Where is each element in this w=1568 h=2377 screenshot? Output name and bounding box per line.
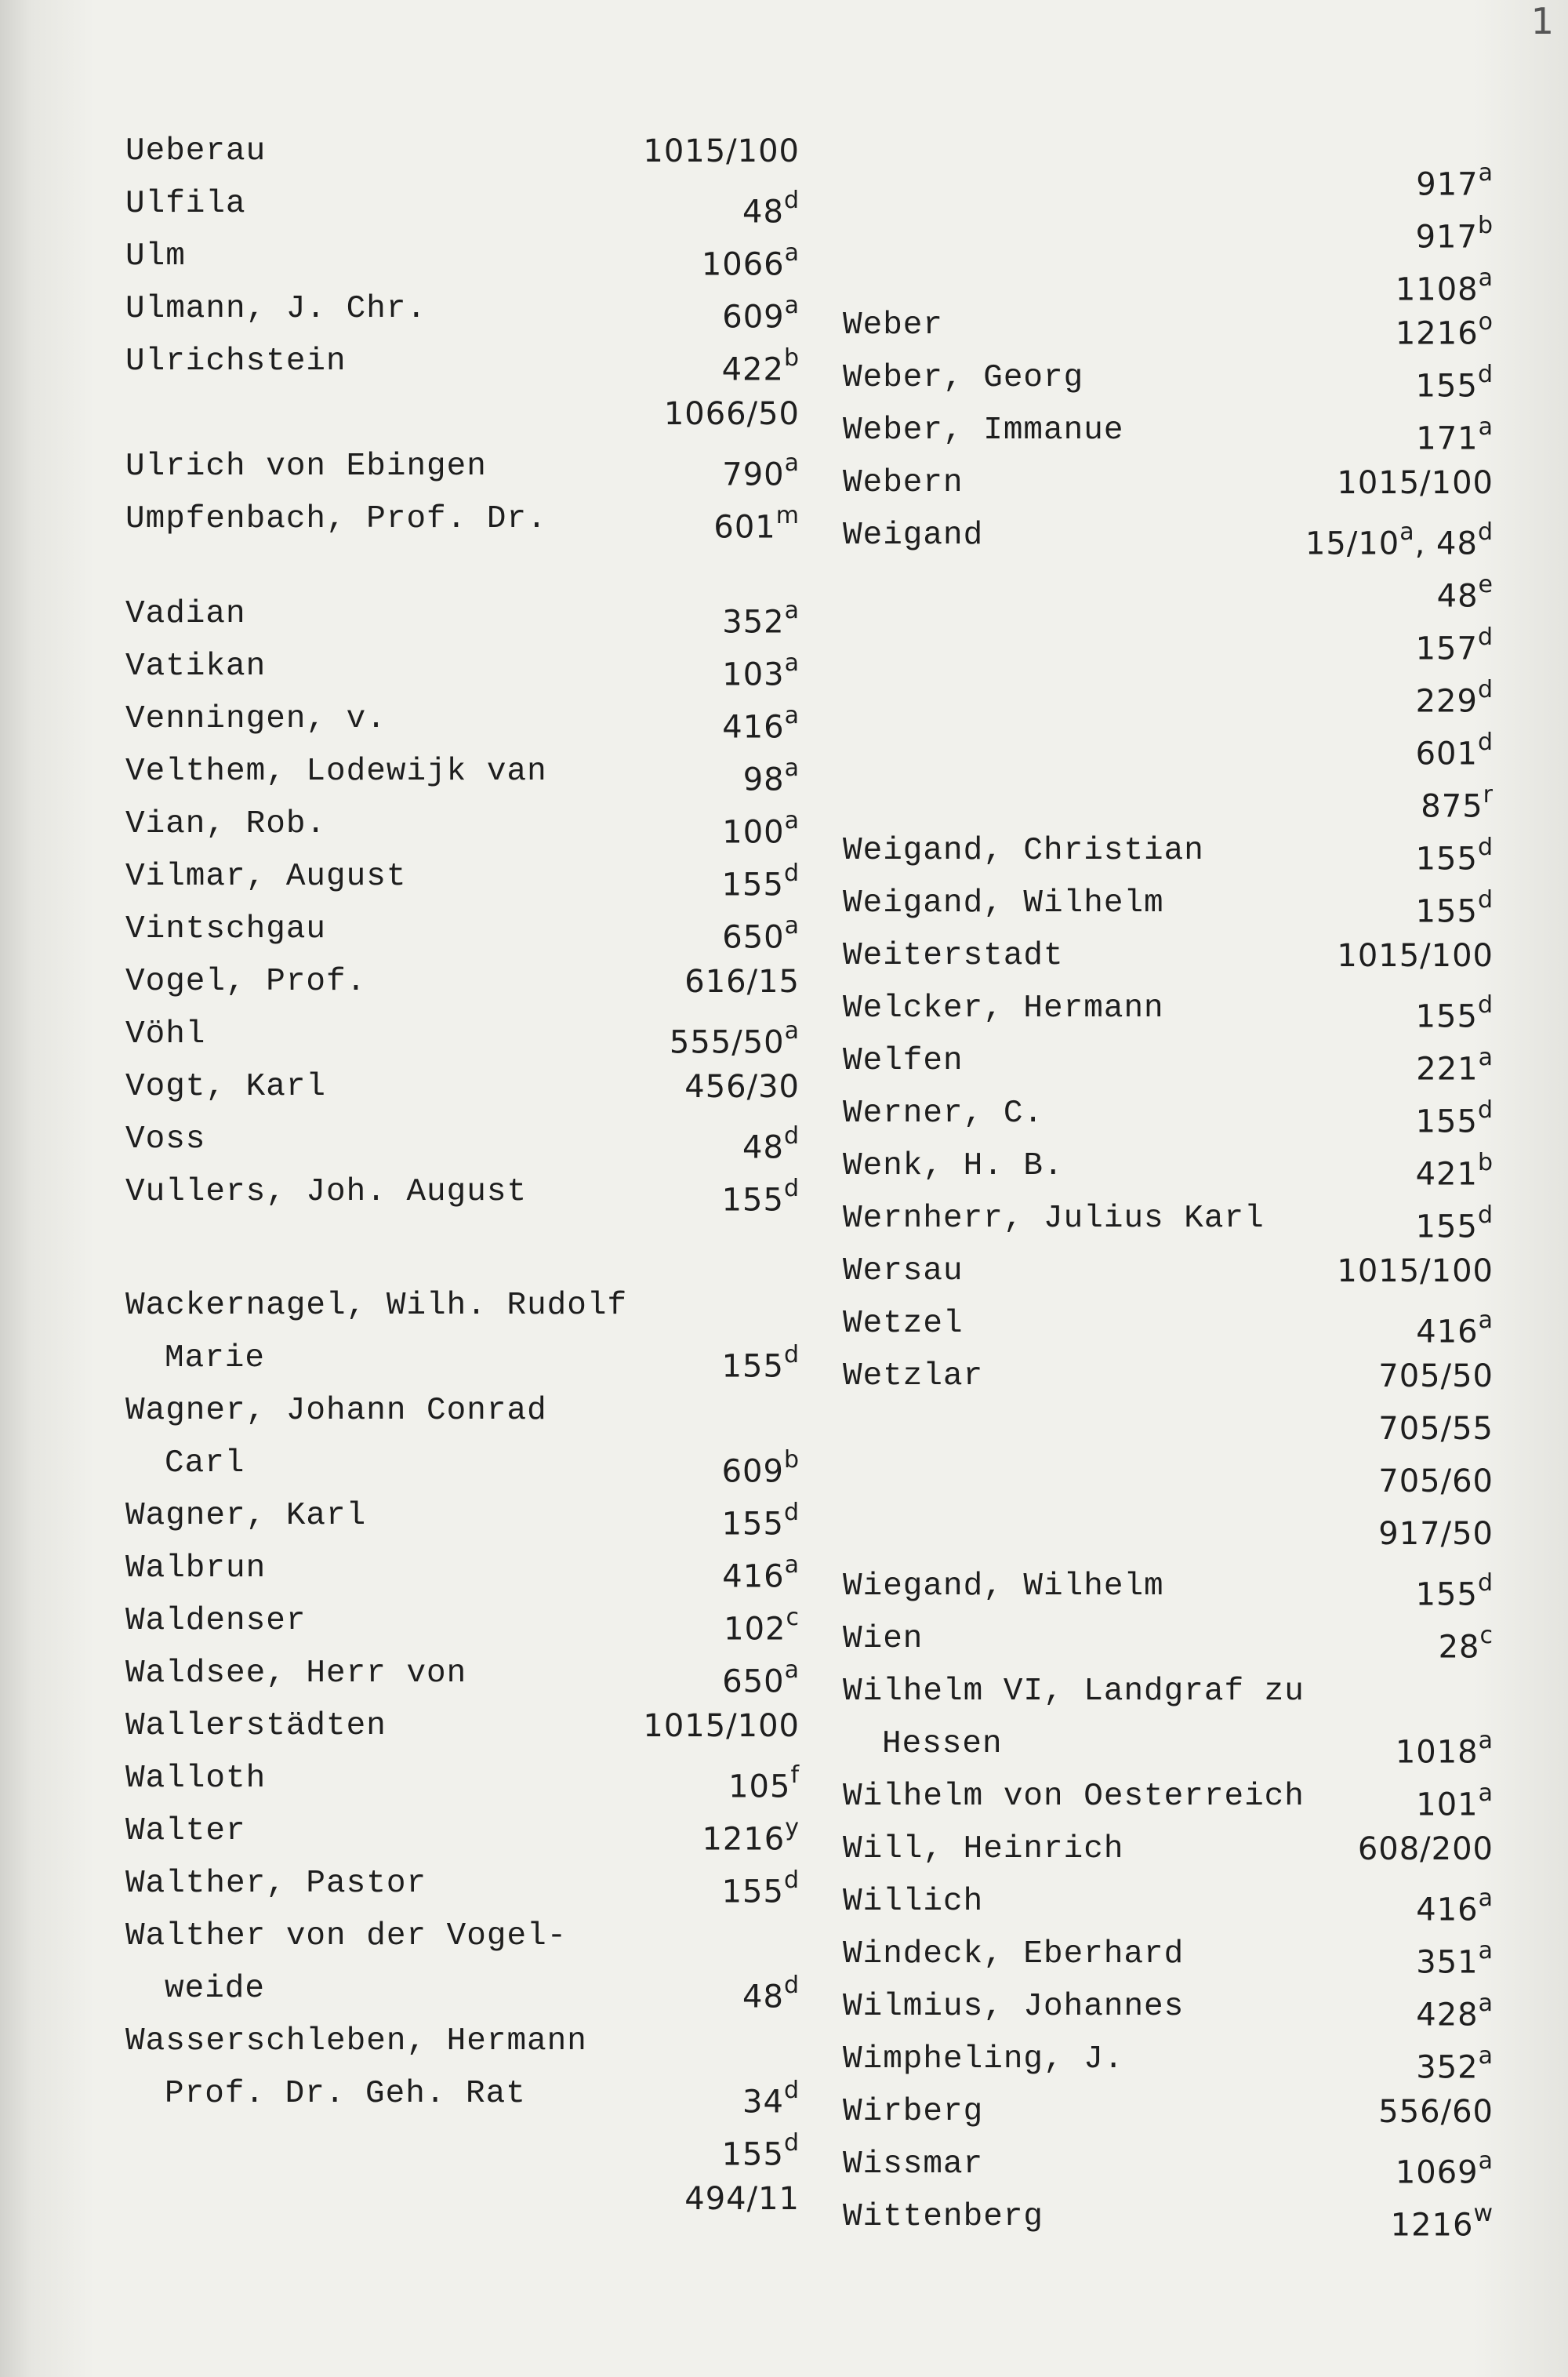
entry-name: Wernherr, Julius Karl <box>843 1201 1265 1237</box>
index-entry-waldenser <box>125 1595 800 1647</box>
index-entry-voss <box>125 1114 800 1165</box>
entry-name: Vintschgau <box>125 911 327 947</box>
entry-name: Wimpheling, J. <box>843 2041 1124 2077</box>
entry-reference: 416$^a$ <box>1416 1885 1494 1928</box>
entry-reference: 102$^c$ <box>724 1604 800 1648</box>
entry-name: Weigand <box>843 518 984 554</box>
entry-reference: 155$^d$ <box>721 1341 800 1385</box>
entry-reference: 48$^d$ <box>742 1122 800 1166</box>
index-entry-windeck-eberhard <box>843 1928 1494 1980</box>
index-entry-wersau <box>843 1245 1494 1297</box>
entry-name: Velthem, Lodewijk van <box>125 754 547 790</box>
index-entry-weigand <box>843 510 1494 562</box>
entry-reference: 1108$^a$ <box>1395 264 1494 308</box>
index-entry-wenk-h-b <box>843 1140 1494 1192</box>
index-entry-walter <box>125 1805 800 1857</box>
entry-reference: 157$^d$ <box>1415 623 1494 667</box>
entry-reference: 416$^a$ <box>1416 1307 1494 1350</box>
entry-reference: 705/60 <box>1378 1463 1494 1499</box>
entry-reference: 1066/50 <box>663 396 800 432</box>
entry-reference: 428$^a$ <box>1416 1990 1494 2034</box>
index-entry-umpfenbach-prof-dr <box>125 493 800 545</box>
reference-superscript: a <box>784 702 800 729</box>
reference-superscript: d <box>1477 1096 1494 1124</box>
entry-name: Voss <box>125 1121 206 1158</box>
index-entry-voehl <box>125 1009 800 1060</box>
index-entry-continuation <box>125 2121 800 2172</box>
reference-superscript: a <box>1478 1990 1494 2017</box>
reference-superscript: y <box>785 1814 800 1841</box>
entry-reference: 416$^a$ <box>722 1551 800 1595</box>
entry-reference: 155$^d$ <box>721 1499 800 1543</box>
index-entry-wagner-johann-conrad <box>125 1385 800 1437</box>
reference-superscript: d <box>1477 886 1494 914</box>
reference-superscript: a <box>784 239 800 267</box>
entry-reference: 155$^d$ <box>1415 1569 1494 1613</box>
index-entry-wilhelm-vi-landgraf-zu <box>843 1666 1494 1717</box>
index-entry-ulm <box>125 231 800 282</box>
index-entry-wasserschleben-hermann <box>125 2015 800 2067</box>
index-entry-vatikan <box>125 641 800 692</box>
index-entry-ueberau <box>125 125 800 177</box>
entry-name: Vogt, Karl <box>125 1069 327 1105</box>
entry-name: Carl <box>165 1445 245 1481</box>
index-entry-wagner-karl <box>125 1490 800 1542</box>
index-entry-vogel-prof <box>125 956 800 1008</box>
reference-superscript: a <box>784 807 800 834</box>
entry-name: Wersau <box>843 1253 964 1289</box>
entry-reference: 790$^a$ <box>722 449 800 493</box>
entry-name: Walther, Pastor <box>125 1866 427 1902</box>
reference-superscript: d <box>1477 361 1494 388</box>
reference-superscript: d <box>1477 729 1494 756</box>
index-entry-continuation <box>843 720 1494 772</box>
entry-reference: 103$^a$ <box>722 649 800 693</box>
entry-name: Ulfila <box>125 186 246 222</box>
entry-reference: 155$^d$ <box>1415 834 1494 878</box>
entry-reference: 1216$^o$ <box>1395 308 1494 352</box>
index-entry-continuation <box>843 203 1494 255</box>
reference-superscript: a <box>1478 413 1494 441</box>
entry-name: Ulm <box>125 238 186 274</box>
index-entry-willich <box>843 1876 1494 1928</box>
index-entry-velthem-lodewijk-van <box>125 746 800 798</box>
entry-reference: 917/50 <box>1378 1516 1494 1552</box>
entry-name: Wackernagel, Wilh. Rudolf <box>125 1288 628 1324</box>
index-entry-continuation <box>125 388 800 440</box>
reference-superscript: a <box>784 597 800 624</box>
reference-superscript: a <box>1478 264 1494 292</box>
entry-reference: 155$^d$ <box>1415 886 1494 930</box>
entry-name: Ulrich von Ebingen <box>125 449 487 485</box>
reference-superscript: d <box>1477 623 1494 651</box>
entry-reference: 351$^a$ <box>1416 1937 1494 1981</box>
index-entry-waldsee-herr-von <box>125 1648 800 1699</box>
entry-reference: 601$^d$ <box>1415 729 1494 772</box>
reference-superscript: a <box>784 1551 800 1579</box>
index-entry-walther-pastor <box>125 1858 800 1910</box>
entry-name: Wilhelm VI, Landgraf zu <box>843 1674 1305 1710</box>
entry-name: Prof. Dr. Geh. Rat <box>165 2076 526 2112</box>
index-entry-wackernagel-wilh-rudolf <box>125 1280 800 1332</box>
entry-reference: 155$^d$ <box>1415 361 1494 405</box>
entry-name: Wittenberg <box>843 2199 1044 2235</box>
index-entry-continuation <box>843 1403 1494 1455</box>
entry-name: Wiegand, Wilhelm <box>843 1568 1164 1605</box>
reference-superscript: d <box>783 1866 800 1894</box>
entry-reference: 48e <box>1436 571 1494 615</box>
index-entry-wilhelm-von-oesterreich <box>843 1771 1494 1823</box>
entry-reference: 416$^a$ <box>722 702 800 746</box>
entry-name: Waldsee, Herr von <box>125 1656 467 1692</box>
index-entry-welcker-hermann <box>843 983 1494 1034</box>
entry-reference: 34$^d$ <box>742 2077 800 2121</box>
entry-reference: 48$^d$ <box>742 187 800 231</box>
reference-superscript: a <box>784 912 800 940</box>
entry-reference: 917$^a$ <box>1416 159 1494 203</box>
entry-reference: 650$^a$ <box>722 1656 800 1700</box>
entry-name: Weber, Immanue <box>843 413 1124 449</box>
index-entry-wilmius-johannes <box>843 1981 1494 2033</box>
reference-superscript: a <box>1478 159 1494 187</box>
index-entry-continuation <box>125 2173 800 2225</box>
index-entry-continuation <box>843 1508 1494 1560</box>
reference-superscript: a <box>1478 1937 1494 1964</box>
reference-superscript: b <box>1477 212 1494 239</box>
index-entry-webern <box>843 457 1494 509</box>
entry-reference: 609$^a$ <box>722 292 800 336</box>
entry-reference: 650$^a$ <box>722 912 800 956</box>
entry-name: Ueberau <box>125 133 267 169</box>
entry-reference: 171$^a$ <box>1416 413 1494 457</box>
index-entry-prof-dr-geh-rat <box>125 2068 800 2120</box>
entry-name: Wetzlar <box>843 1358 984 1394</box>
entry-name: Wallerstädten <box>125 1708 387 1744</box>
index-entry-continuation <box>843 615 1494 667</box>
index-entry-vintschgau <box>125 903 800 955</box>
entry-name: Wien <box>843 1621 924 1657</box>
index-entry-weiterstadt <box>843 930 1494 982</box>
entry-name: Webern <box>843 465 964 501</box>
entry-reference: 105$^f$ <box>728 1761 800 1805</box>
reference-superscript: r <box>1483 781 1494 809</box>
index-entry-will-heinrich <box>843 1823 1494 1875</box>
reference-superscript: e <box>1478 571 1494 598</box>
entry-name: Hessen <box>882 1726 1003 1762</box>
index-entry-weigand-christian <box>843 825 1494 877</box>
reference-superscript: a <box>784 1656 800 1684</box>
reference-superscript: o <box>1478 308 1494 336</box>
entry-reference: 1216$^w$ <box>1390 2200 1494 2244</box>
reference-superscript: d <box>783 2129 800 2157</box>
entry-reference: 1018$^a$ <box>1395 1727 1494 1771</box>
entry-reference: 155$^d$ <box>721 2129 800 2173</box>
entry-name: Marie <box>165 1340 266 1376</box>
index-entry-weber <box>843 300 1494 351</box>
entry-reference: 221$^a$ <box>1416 1044 1494 1088</box>
entry-reference: 155$^d$ <box>1415 1201 1494 1245</box>
index-entry-marie <box>125 1332 800 1384</box>
reference-superscript: a <box>784 1017 800 1045</box>
entry-reference: 155$^d$ <box>721 1175 800 1219</box>
entry-reference: 101$^a$ <box>1416 1779 1494 1823</box>
entry-name: Vöhl <box>125 1016 206 1052</box>
index-entry-carl <box>125 1437 800 1489</box>
entry-name: Umpfenbach, Prof. Dr. <box>125 501 547 537</box>
entry-reference: 556/60 <box>1378 2094 1494 2130</box>
reference-superscript: b <box>783 344 800 372</box>
entry-name: Wirberg <box>843 2094 984 2130</box>
reference-superscript: c <box>786 1604 800 1631</box>
entry-reference: 1216$^y$ <box>702 1814 800 1858</box>
reference-superscript: m <box>775 502 800 529</box>
entry-reference: 456/30 <box>684 1069 800 1105</box>
entry-reference: 705/55 <box>1378 1411 1494 1447</box>
entry-name: Vullers, Joh. August <box>125 1174 528 1210</box>
index-entry-wirberg <box>843 2086 1494 2138</box>
index-entry-vullers-joh-august <box>125 1166 800 1218</box>
entry-name: Weigand, Christian <box>843 833 1204 869</box>
reference-superscript: a <box>784 292 800 319</box>
entry-reference: 1015/100 <box>1337 1253 1494 1289</box>
entry-name: Waldenser <box>125 1603 307 1639</box>
entry-name: Wetzel <box>843 1306 964 1342</box>
reference-superscript: d <box>783 860 800 887</box>
reference-superscript: d <box>1477 1569 1494 1597</box>
reference-superscript: d <box>783 1972 800 1999</box>
entry-reference: 1066$^a$ <box>701 239 800 283</box>
entry-name: Wilhelm von Oesterreich <box>843 1779 1305 1815</box>
reference-superscript: a <box>1399 518 1415 546</box>
reference-superscript: d <box>783 2077 800 2104</box>
reference-superscript: a <box>784 754 800 782</box>
entry-name: Vian, Rob. <box>125 806 327 842</box>
entry-name: Wissmar <box>843 2146 984 2183</box>
reference-superscript: a <box>1478 1307 1494 1334</box>
index-entry-werner-c <box>843 1088 1494 1139</box>
entry-name: Wasserschleben, Hermann <box>125 2023 587 2059</box>
index-entry-walther-von-der-vogel <box>125 1910 800 1962</box>
index-entry-walloth <box>125 1753 800 1805</box>
reference-superscript: w <box>1473 2200 1494 2227</box>
index-entry-weber-georg <box>843 352 1494 404</box>
index-entry-wetzlar <box>843 1350 1494 1402</box>
index-entry-ulrich-von-ebingen <box>125 441 800 492</box>
entry-name: Windeck, Eberhard <box>843 1936 1185 1972</box>
entry-reference: 1015/100 <box>643 1708 800 1744</box>
reference-superscript: d <box>1477 676 1494 703</box>
entry-name: Walloth <box>125 1761 267 1797</box>
entry-name: Walter <box>125 1813 246 1849</box>
entry-reference: 352$^a$ <box>1416 2042 1494 2086</box>
entry-reference: 608/200 <box>1357 1831 1494 1867</box>
index-entry-ulmann-j-chr <box>125 283 800 335</box>
index-entry-wimpheling-j <box>843 2034 1494 2085</box>
entry-reference: 616/15 <box>684 964 800 1000</box>
reference-superscript: b <box>1477 1149 1494 1176</box>
entry-name: Weber <box>843 307 944 343</box>
index-entry-vilmar-august <box>125 851 800 903</box>
reference-superscript: d <box>1477 518 1494 546</box>
index-entry-wissmar <box>843 2139 1494 2190</box>
index-entry-continuation <box>843 151 1494 202</box>
reference-superscript: d <box>1477 1201 1494 1229</box>
reference-superscript: a <box>1478 1885 1494 1912</box>
entry-name: Wilmius, Johannes <box>843 1989 1185 2025</box>
entry-reference: 705/50 <box>1378 1358 1494 1394</box>
index-entry-venningen-v <box>125 693 800 745</box>
reference-superscript: a <box>1478 2147 1494 2175</box>
index-entry-vian-rob <box>125 798 800 850</box>
entry-reference: 155$^d$ <box>1415 991 1494 1035</box>
reference-superscript: a <box>1478 1727 1494 1754</box>
reference-superscript: c <box>1479 1622 1494 1649</box>
reference-superscript: d <box>783 1341 800 1368</box>
entry-name: Welfen <box>843 1043 964 1079</box>
reference-superscript: d <box>783 1175 800 1202</box>
index-entry-wallerstaedten <box>125 1700 800 1752</box>
entry-reference: 1015/100 <box>1337 465 1494 501</box>
index-entry-continuation <box>843 772 1494 824</box>
entry-name: Weigand, Wilhelm <box>843 885 1164 921</box>
entry-name: Walbrun <box>125 1550 267 1586</box>
index-entry-weide <box>125 1963 800 2015</box>
entry-name: Walther von der Vogel- <box>125 1918 568 1954</box>
entry-name: Vadian <box>125 596 246 632</box>
entry-name: Werner, C. <box>843 1096 1044 1132</box>
entry-reference: 494/11 <box>684 2181 800 2217</box>
entry-reference: 421$^b$ <box>1415 1149 1494 1193</box>
index-entry-continuation <box>843 562 1494 614</box>
entry-reference: 609$^b$ <box>721 1446 800 1490</box>
entry-reference: 422$^b$ <box>721 344 800 388</box>
entry-name: Wagner, Johann Conrad <box>125 1393 547 1429</box>
index-entry-wittenberg <box>843 2191 1494 2243</box>
page-corner-mark: 1 <box>1530 0 1554 42</box>
index-entry-hessen <box>843 1718 1494 1770</box>
entry-name: Venningen, v. <box>125 701 387 737</box>
index-entry-ulfila <box>125 178 800 230</box>
index-entry-vogt-karl <box>125 1061 800 1113</box>
entry-reference: 100$^a$ <box>722 807 800 851</box>
entry-reference: 155$^d$ <box>1415 1096 1494 1140</box>
reference-superscript: d <box>783 1122 800 1150</box>
entry-reference: 155$^d$ <box>721 1866 800 1910</box>
index-entry-continuation <box>843 667 1494 719</box>
index-entry-wien <box>843 1613 1494 1665</box>
index-entry-wernherr-julius-karl <box>843 1193 1494 1245</box>
reference-superscript: d <box>783 187 800 214</box>
entry-reference: 1069$^a$ <box>1395 2147 1494 2191</box>
index-entry-weigand-wilhelm <box>843 878 1494 929</box>
entry-reference: 875$^r$ <box>1421 781 1494 825</box>
entry-reference: 98$^a$ <box>742 754 800 798</box>
entry-reference: 1015/100 <box>1337 938 1494 974</box>
entry-reference: 28$^c$ <box>1438 1622 1494 1666</box>
index-entry-weber-immanue <box>843 405 1494 456</box>
entry-name: weide <box>165 1971 266 2007</box>
entry-reference: 229$^d$ <box>1415 676 1494 720</box>
entry-name: Wenk, H. B. <box>843 1148 1064 1184</box>
entry-reference: 15/10$^a$, 48$^d$ <box>1305 518 1494 562</box>
entry-name: Willich <box>843 1884 984 1920</box>
index-entry-wetzel <box>843 1298 1494 1350</box>
entry-name: Ulrichstein <box>125 343 347 380</box>
entry-reference: 555/50$^a$ <box>669 1017 800 1061</box>
index-entry-wiegand-wilhelm <box>843 1561 1494 1612</box>
entry-name: Vilmar, August <box>125 859 407 895</box>
reference-superscript: a <box>784 449 800 477</box>
entry-name: Vogel, Prof. <box>125 964 367 1000</box>
index-entry-ulrichstein <box>125 336 800 387</box>
entry-name: Wagner, Karl <box>125 1498 367 1534</box>
entry-name: Ulmann, J. Chr. <box>125 291 427 327</box>
index-entry-walbrun <box>125 1543 800 1594</box>
reference-superscript: d <box>783 1499 800 1526</box>
entry-reference: 1015/100 <box>643 133 800 169</box>
entry-reference: 48$^d$ <box>742 1972 800 2015</box>
reference-superscript: b <box>783 1446 800 1474</box>
reference-superscript: d <box>1477 834 1494 861</box>
entry-reference: 155$^d$ <box>721 860 800 903</box>
entry-name: Weiterstadt <box>843 938 1064 974</box>
reference-superscript: a <box>1478 1779 1494 1807</box>
reference-superscript: a <box>1478 2042 1494 2070</box>
entry-name: Vatikan <box>125 649 267 685</box>
entry-name: Will, Heinrich <box>843 1831 1124 1867</box>
entry-name: Welcker, Hermann <box>843 990 1164 1027</box>
reference-superscript: a <box>1478 1044 1494 1071</box>
reference-superscript: f <box>790 1761 800 1789</box>
entry-reference: 352$^a$ <box>722 597 800 641</box>
reference-superscript: a <box>784 649 800 677</box>
index-entry-continuation <box>843 1456 1494 1507</box>
index-entry-welfen <box>843 1035 1494 1087</box>
reference-superscript: d <box>1477 991 1494 1019</box>
entry-reference: 601$^m$ <box>713 502 800 546</box>
index-entry-vadian <box>125 588 800 640</box>
entry-name: Weber, Georg <box>843 360 1084 396</box>
entry-reference: 917$^b$ <box>1415 212 1494 256</box>
